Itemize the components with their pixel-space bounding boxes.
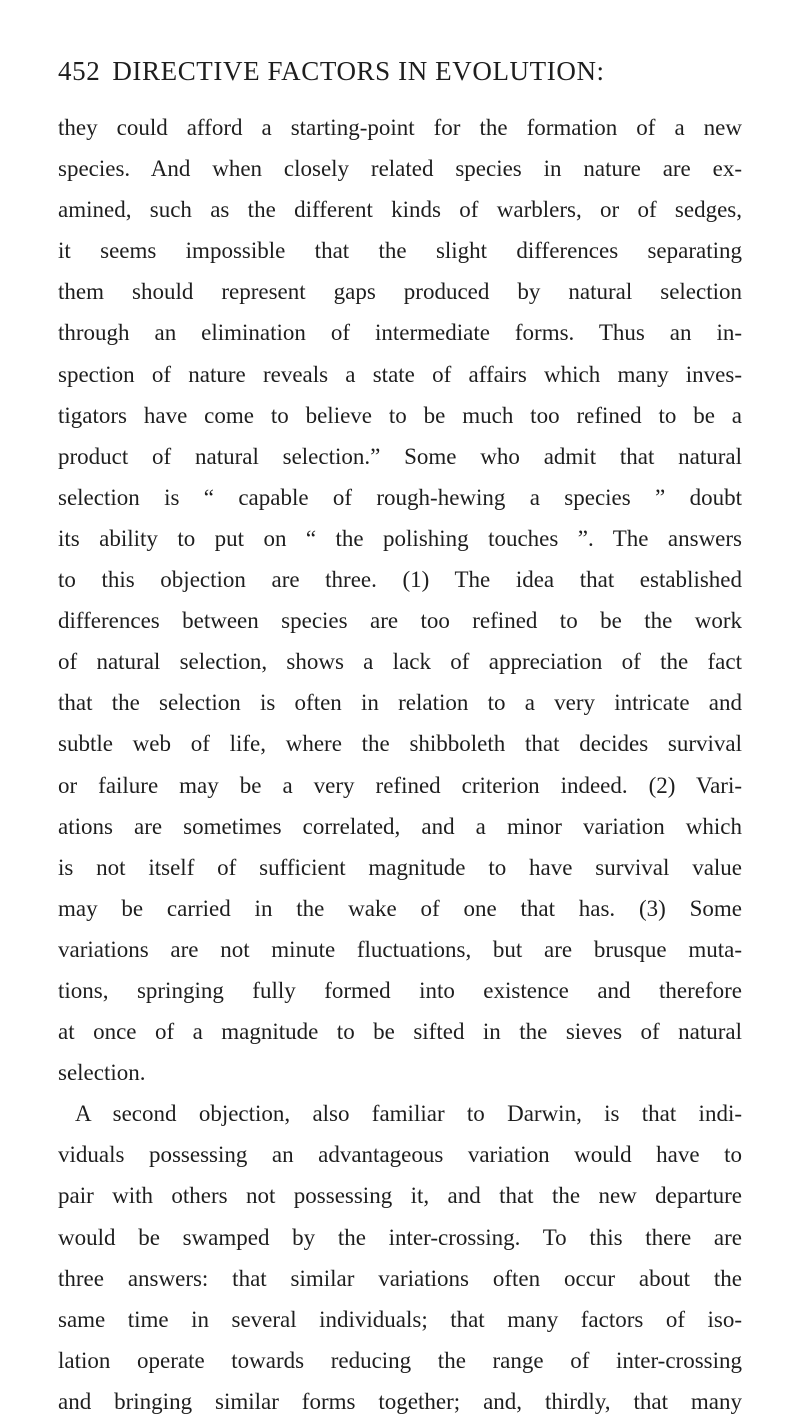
text-line: variations are not minute fluctuations, but are brusque muta- <box>58 936 742 962</box>
text-line: it seems impossible that the slight differences separating <box>58 238 742 264</box>
text-line: is not itself of sufficient magnitude to have survival value <box>58 854 742 880</box>
chapter-title: DIRECTIVE FACTORS IN EVOLUTION: <box>112 56 605 86</box>
text-line: of natural selection, shows a lack of appreciation of the fact <box>58 649 742 675</box>
text-line: spection of nature reveals a state of affairs which many inves- <box>58 361 742 387</box>
text-line: subtle web of life, where the shibboleth that decides survival <box>58 731 742 757</box>
text-line: they could afford a starting-point for the formation of a new <box>58 115 742 140</box>
text-line: them should represent gaps produced by natural selection <box>58 279 742 305</box>
text-line: through an elimination of intermediate forms. Thus an in- <box>58 320 742 346</box>
text-line: lation operate towards reducing the range of inter-crossing <box>58 1347 742 1373</box>
text-line: tions, springing fully formed into existence and therefore <box>58 977 742 1003</box>
running-head <box>58 58 698 85</box>
text-line: would be swamped by the inter-crossing. To this there are <box>58 1224 742 1250</box>
text-line: viduals possessing an advantageous variation would have to <box>58 1142 742 1168</box>
text-line: and bringing similar forms together; and, thirdly, that many <box>58 1388 742 1414</box>
paragraph-end-line: selection. <box>58 1060 146 1086</box>
text-line: pair with others not possessing it, and that the new departure <box>58 1183 742 1209</box>
text-line: at once of a magnitude to be sifted in the sieves of natural <box>58 1019 742 1045</box>
paragraph-start-line: A second objection, also familiar to Darwin, is that indi- <box>75 1101 742 1127</box>
text-line: to this objection are three. (1) The idea that established <box>58 567 742 593</box>
text-line: amined, such as the different kinds of warblers, or of sedges, <box>58 197 742 223</box>
text-line: selection is “ capable of rough-hewing a species ” doubt <box>58 484 742 510</box>
text-line: product of natural selection.” Some who admit that natural <box>58 443 742 469</box>
text-line: its ability to put on “ the polishing touches ”. The answers <box>58 525 742 551</box>
text-line: three answers: that similar variations often occur about the <box>58 1265 742 1291</box>
body-text <box>58 107 742 1422</box>
text-line: ations are sometimes correlated, and a minor variation which <box>58 813 742 839</box>
text-line: differences between species are too refined to be the work <box>58 608 742 634</box>
text-line: tigators have come to believe to be much too refined to be a <box>58 402 742 428</box>
text-line: or failure may be a very refined criterion indeed. (2) Vari- <box>58 772 742 798</box>
text-line: that the selection is often in relation to a very intricate and <box>58 690 742 716</box>
text-line: species. And when closely related species in nature are ex- <box>58 156 742 182</box>
text-line: same time in several individuals; that many factors of iso- <box>58 1306 742 1332</box>
text-line: may be carried in the wake of one that has. (3) Some <box>58 895 742 921</box>
page-number: 452 <box>58 56 101 86</box>
